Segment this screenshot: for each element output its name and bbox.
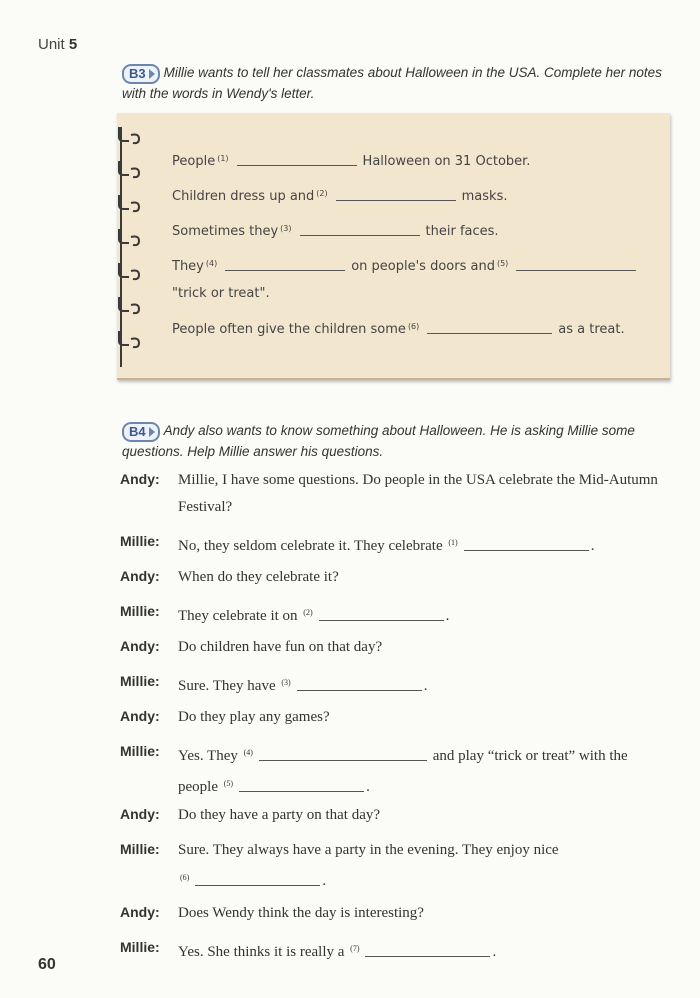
utterance-text: Sure. They have xyxy=(178,678,276,694)
speaker-label: Andy: xyxy=(120,471,160,487)
speaker-label: Andy: xyxy=(120,638,160,654)
note-text: They xyxy=(172,259,204,274)
answer-blank[interactable] xyxy=(195,871,320,886)
note-text: their faces. xyxy=(425,224,499,239)
note-text: Halloween on 31 October. xyxy=(362,154,531,169)
note-text: Children dress up and xyxy=(172,189,315,204)
note-line-3 xyxy=(172,223,499,239)
b3-instruction xyxy=(122,63,670,104)
utterance-text: Sure. They always have a party in the evening. They enjoy nice xyxy=(178,842,559,858)
b4-instruction xyxy=(122,421,670,462)
answer-blank[interactable] xyxy=(300,223,420,236)
speaker-label: Millie: xyxy=(120,673,160,689)
answer-blank[interactable] xyxy=(464,536,589,551)
note-text: People xyxy=(172,154,216,169)
speaker-label: Millie: xyxy=(120,841,160,857)
unit-number: 5 xyxy=(68,36,78,53)
utterance-text: They celebrate it on xyxy=(178,608,298,624)
page-number: 60 xyxy=(38,956,56,973)
blank-number: (1) xyxy=(217,154,229,163)
speaker-label: Millie: xyxy=(120,533,160,549)
answer-blank[interactable] xyxy=(365,942,490,957)
utterance: Does Wendy think the day is interesting? xyxy=(178,905,424,921)
note-line-5 xyxy=(172,286,270,301)
b4-instruction-text: Andy also wants to know something about Halloween. He is asking Millie some questions. Help Millie answer his questions. xyxy=(122,423,635,459)
blank-number: (6) xyxy=(407,322,420,331)
note-text: Sometimes they xyxy=(172,224,279,239)
utterance: Do they play any games? xyxy=(178,709,330,725)
utterance xyxy=(178,529,678,560)
answer-blank[interactable] xyxy=(237,153,357,166)
b4-badge xyxy=(122,422,160,442)
speaker-label: Andy: xyxy=(120,708,160,724)
note-text: "trick or treat". xyxy=(172,286,270,301)
speaker-label: Millie: xyxy=(120,743,160,759)
utterance xyxy=(178,837,678,895)
answer-blank[interactable] xyxy=(259,746,427,761)
blank-number: (4) xyxy=(205,259,218,268)
note-line-1 xyxy=(172,153,530,169)
note-text: masks. xyxy=(461,189,508,204)
unit-label: Unit xyxy=(38,36,65,53)
b3-badge xyxy=(122,64,160,84)
blank-number: (2) xyxy=(303,608,313,617)
note-text: as a treat. xyxy=(558,322,625,337)
utterance-text: . xyxy=(423,678,428,694)
b4-badge-label: B4 xyxy=(129,424,146,439)
b3-instruction-text: Millie wants to tell her classmates about Halloween in the USA. Complete her notes with the words in Wendy's letter. xyxy=(122,65,662,101)
answer-blank[interactable] xyxy=(336,188,456,201)
blank-number: (6) xyxy=(180,873,190,882)
note-line-2 xyxy=(172,188,507,204)
utterance-text: No, they seldom celebrate it. They celebrate xyxy=(178,538,443,554)
utterance xyxy=(178,935,678,966)
blank-number: (3) xyxy=(280,224,292,233)
speaker-label: Andy: xyxy=(120,904,160,920)
blank-number: (1) xyxy=(448,538,458,547)
answer-blank[interactable] xyxy=(319,606,444,621)
utterance: Millie, I have some questions. Do people in the USA celebrate the Mid-Autumn Festival? xyxy=(178,472,658,515)
answer-blank[interactable] xyxy=(516,258,636,271)
answer-blank[interactable] xyxy=(297,676,422,691)
note-line-6 xyxy=(172,321,625,337)
utterance xyxy=(178,669,678,700)
speaker-label: Andy: xyxy=(120,806,160,822)
answer-blank[interactable] xyxy=(427,321,552,334)
utterance-text: . xyxy=(445,608,450,624)
b3-badge-label: B3 xyxy=(129,66,146,81)
blank-number: (5) xyxy=(223,779,234,788)
utterance-text: . xyxy=(492,944,497,960)
note-text: People often give the children some xyxy=(172,322,406,337)
blank-number: (2) xyxy=(316,189,328,198)
notes-card xyxy=(117,113,670,380)
answer-blank[interactable] xyxy=(239,777,364,792)
binding-line xyxy=(120,127,122,367)
unit-heading xyxy=(38,36,77,53)
utterance: Do children have fun on that day? xyxy=(178,639,383,655)
note-line-4 xyxy=(172,258,642,274)
utterance-text: and play “trick or treat” with the xyxy=(432,748,628,764)
utterance-text: . xyxy=(590,538,595,554)
speaker-label: Andy: xyxy=(120,568,160,584)
blank-number: (3) xyxy=(281,678,291,687)
utterance: Do they have a party on that day? xyxy=(178,807,381,823)
note-text: on people's doors and xyxy=(351,259,495,274)
speaker-label: Millie: xyxy=(120,603,160,619)
utterance xyxy=(178,739,678,801)
utterance-text: Yes. They xyxy=(178,748,238,764)
utterance-text: Yes. She thinks it is really a xyxy=(178,944,345,960)
play-icon xyxy=(149,427,155,437)
utterance-text: . xyxy=(366,779,370,795)
utterance-text: . xyxy=(322,873,327,889)
utterance: When do they celebrate it? xyxy=(178,569,339,585)
blank-number: (7) xyxy=(350,944,360,953)
utterance xyxy=(178,599,678,630)
answer-blank[interactable] xyxy=(225,258,345,271)
blank-number: (5) xyxy=(496,259,509,268)
speaker-label: Millie: xyxy=(120,939,160,955)
play-icon xyxy=(149,69,155,79)
blank-number: (4) xyxy=(243,748,253,757)
utterance-text: people xyxy=(178,779,218,795)
